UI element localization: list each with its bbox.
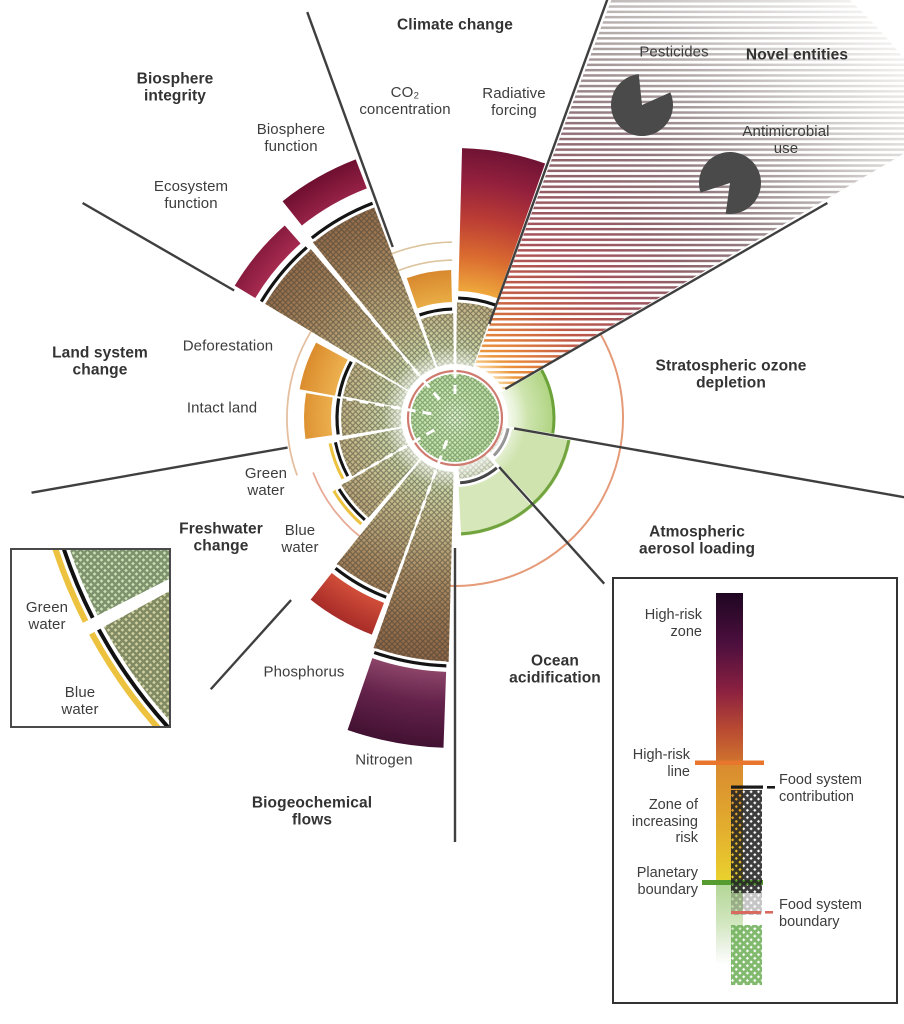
sub-label-radiative-forcing: Radiative forcing xyxy=(482,85,546,119)
legend-label-high-risk-line: High-risk line xyxy=(632,747,690,780)
sector-label-ocean-acidification: Ocean acidification xyxy=(509,652,601,687)
legend-label-zone-of-increasing-risk: Zone of increasing risk xyxy=(631,797,698,847)
sub-label-phosphorus: Phosphorus xyxy=(263,663,345,681)
inset-label-green-water: Green water xyxy=(25,599,69,633)
sub-label-co2-concentration: CO₂ concentration xyxy=(359,84,451,118)
sector-label-biosphere-integrity: Biosphere integrity xyxy=(136,70,214,105)
sector-label-atmospheric-aerosol: Atmospheric aerosol loading xyxy=(638,523,756,558)
sub-label-pesticides: Pesticides xyxy=(639,43,709,61)
legend-label-planetary-boundary: Planetary boundary xyxy=(636,865,698,898)
sector-label-freshwater-change: Freshwater change xyxy=(179,520,263,555)
sector-label-land-system-change: Land system change xyxy=(52,344,148,379)
sector-label-biogeochemical-flows: Biogeochemical flows xyxy=(251,794,373,829)
sector-label-climate-change: Climate change xyxy=(397,16,513,34)
sub-label-biosphere-function: Biosphere function xyxy=(256,121,326,155)
sub-label-blue-water: Blue water xyxy=(281,522,319,556)
sector-label-novel-entities: Novel entities xyxy=(745,46,849,64)
legend-label-food-system-contribution: Food system contribution xyxy=(779,772,862,805)
sub-label-deforestation: Deforestation xyxy=(182,337,274,355)
sub-label-intact-land: Intact land xyxy=(186,399,258,417)
sub-label-nitrogen: Nitrogen xyxy=(355,751,413,769)
sector-label-stratospheric-ozone: Stratospheric ozone depletion xyxy=(655,357,807,392)
sub-label-antimicrobial-use: Antimicrobial use xyxy=(742,123,830,157)
sub-label-ecosystem-function: Ecosystem function xyxy=(153,178,229,212)
inset-label-blue-water: Blue water xyxy=(61,684,99,718)
sub-label-green-water: Green water xyxy=(244,465,288,499)
legend-label-high-risk-zone: High-risk zone xyxy=(644,607,702,640)
legend-label-food-system-boundary: Food system boundary xyxy=(779,897,862,930)
